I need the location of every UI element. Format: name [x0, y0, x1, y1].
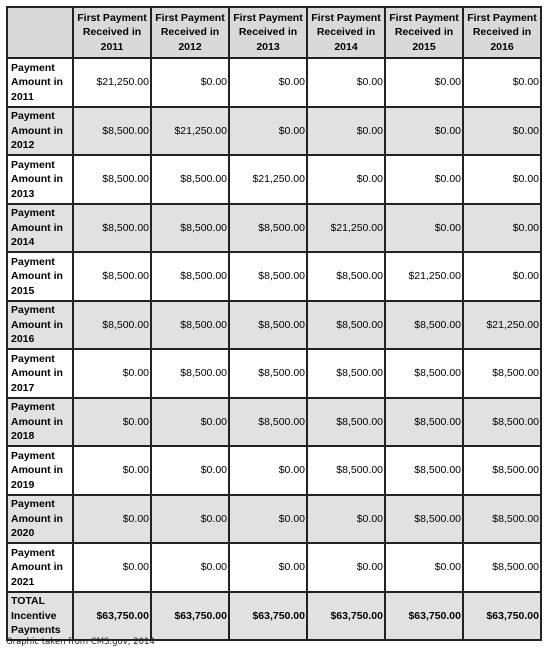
row-header: Payment Amount in 2016 — [7, 301, 73, 350]
table-row — [7, 349, 541, 398]
table-cell: $8,500.00 — [307, 446, 385, 495]
payment-table-container — [6, 6, 542, 641]
table-row — [7, 58, 541, 107]
table-row — [7, 446, 541, 495]
row-header: Payment Amount in 2015 — [7, 252, 73, 301]
table-row — [7, 155, 541, 204]
table-cell: $0.00 — [73, 543, 151, 592]
table-cell: $0.00 — [385, 543, 463, 592]
table-cell: $21,250.00 — [73, 58, 151, 107]
table-cell: $8,500.00 — [229, 349, 307, 398]
table-cell: $8,500.00 — [151, 349, 229, 398]
table-cell: $0.00 — [151, 495, 229, 544]
table-cell: $8,500.00 — [73, 204, 151, 253]
table-cell: $0.00 — [385, 107, 463, 156]
table-cell: $8,500.00 — [229, 204, 307, 253]
table-cell: $8,500.00 — [151, 252, 229, 301]
column-header: First Payment Received in 2011 — [73, 7, 151, 58]
table-cell: $0.00 — [385, 155, 463, 204]
total-cell: $63,750.00 — [229, 592, 307, 641]
total-cell: $63,750.00 — [307, 592, 385, 641]
table-row — [7, 252, 541, 301]
row-header: Payment Amount in 2014 — [7, 204, 73, 253]
payment-table — [6, 6, 542, 641]
table-row — [7, 107, 541, 156]
table-cell: $8,500.00 — [151, 204, 229, 253]
table-cell: $8,500.00 — [385, 446, 463, 495]
table-cell: $8,500.00 — [73, 107, 151, 156]
total-cell: $63,750.00 — [463, 592, 541, 641]
table-cell: $0.00 — [151, 398, 229, 447]
table-cell: $8,500.00 — [463, 349, 541, 398]
source-caption: Graphic taken from CMS.gov, 2014 — [6, 637, 155, 647]
total-cell: $63,750.00 — [385, 592, 463, 641]
row-header: Payment Amount in 2018 — [7, 398, 73, 447]
corner-cell — [7, 7, 73, 58]
table-cell: $0.00 — [151, 543, 229, 592]
table-cell: $0.00 — [463, 155, 541, 204]
table-cell: $8,500.00 — [463, 398, 541, 447]
total-cell: $63,750.00 — [151, 592, 229, 641]
table-cell: $8,500.00 — [73, 301, 151, 350]
table-cell: $0.00 — [229, 446, 307, 495]
row-header: Payment Amount in 2017 — [7, 349, 73, 398]
table-cell: $0.00 — [229, 495, 307, 544]
table-cell: $8,500.00 — [385, 349, 463, 398]
column-header: First Payment Received in 2012 — [151, 7, 229, 58]
table-cell: $0.00 — [307, 155, 385, 204]
column-header: First Payment Received in 2016 — [463, 7, 541, 58]
table-row — [7, 301, 541, 350]
table-cell: $21,250.00 — [229, 155, 307, 204]
column-header: First Payment Received in 2013 — [229, 7, 307, 58]
row-header: Payment Amount in 2019 — [7, 446, 73, 495]
table-cell: $0.00 — [307, 58, 385, 107]
table-cell: $0.00 — [463, 252, 541, 301]
table-cell: $8,500.00 — [307, 252, 385, 301]
table-cell: $8,500.00 — [463, 446, 541, 495]
table-cell: $0.00 — [151, 446, 229, 495]
total-row — [7, 592, 541, 641]
table-cell: $0.00 — [229, 58, 307, 107]
table-cell: $8,500.00 — [307, 301, 385, 350]
table-cell: $8,500.00 — [229, 301, 307, 350]
table-cell: $8,500.00 — [385, 301, 463, 350]
table-cell: $0.00 — [463, 107, 541, 156]
total-cell: $63,750.00 — [73, 592, 151, 641]
table-cell: $8,500.00 — [151, 155, 229, 204]
table-cell: $8,500.00 — [73, 252, 151, 301]
table-cell: $8,500.00 — [463, 495, 541, 544]
table-cell: $8,500.00 — [307, 398, 385, 447]
table-row — [7, 543, 541, 592]
table-cell: $8,500.00 — [229, 252, 307, 301]
table-cell: $8,500.00 — [307, 349, 385, 398]
table-cell: $0.00 — [385, 58, 463, 107]
row-header: Payment Amount in 2012 — [7, 107, 73, 156]
table-cell: $0.00 — [73, 446, 151, 495]
row-header: Payment Amount in 2013 — [7, 155, 73, 204]
table-cell: $0.00 — [385, 204, 463, 253]
table-cell: $0.00 — [307, 495, 385, 544]
row-header: Payment Amount in 2011 — [7, 58, 73, 107]
table-cell: $21,250.00 — [151, 107, 229, 156]
table-cell: $0.00 — [307, 107, 385, 156]
column-header: First Payment Received in 2014 — [307, 7, 385, 58]
table-cell: $0.00 — [463, 58, 541, 107]
table-row — [7, 398, 541, 447]
row-header: Payment Amount in 2020 — [7, 495, 73, 544]
table-cell: $21,250.00 — [385, 252, 463, 301]
table-cell: $8,500.00 — [385, 398, 463, 447]
table-cell: $21,250.00 — [307, 204, 385, 253]
table-cell: $0.00 — [463, 204, 541, 253]
table-cell: $21,250.00 — [463, 301, 541, 350]
table-cell: $8,500.00 — [385, 495, 463, 544]
table-cell: $0.00 — [229, 543, 307, 592]
header-row — [7, 7, 541, 58]
table-row — [7, 204, 541, 253]
row-header: Payment Amount in 2021 — [7, 543, 73, 592]
table-cell: $0.00 — [307, 543, 385, 592]
table-cell: $0.00 — [151, 58, 229, 107]
table-cell: $8,500.00 — [73, 155, 151, 204]
table-cell: $8,500.00 — [229, 398, 307, 447]
table-cell: $8,500.00 — [151, 301, 229, 350]
table-cell: $0.00 — [73, 349, 151, 398]
table-cell: $8,500.00 — [463, 543, 541, 592]
table-cell: $0.00 — [73, 398, 151, 447]
table-cell: $0.00 — [229, 107, 307, 156]
table-row — [7, 495, 541, 544]
table-cell: $0.00 — [73, 495, 151, 544]
column-header: First Payment Received in 2015 — [385, 7, 463, 58]
row-header: TOTAL Incentive Payments — [7, 592, 73, 641]
